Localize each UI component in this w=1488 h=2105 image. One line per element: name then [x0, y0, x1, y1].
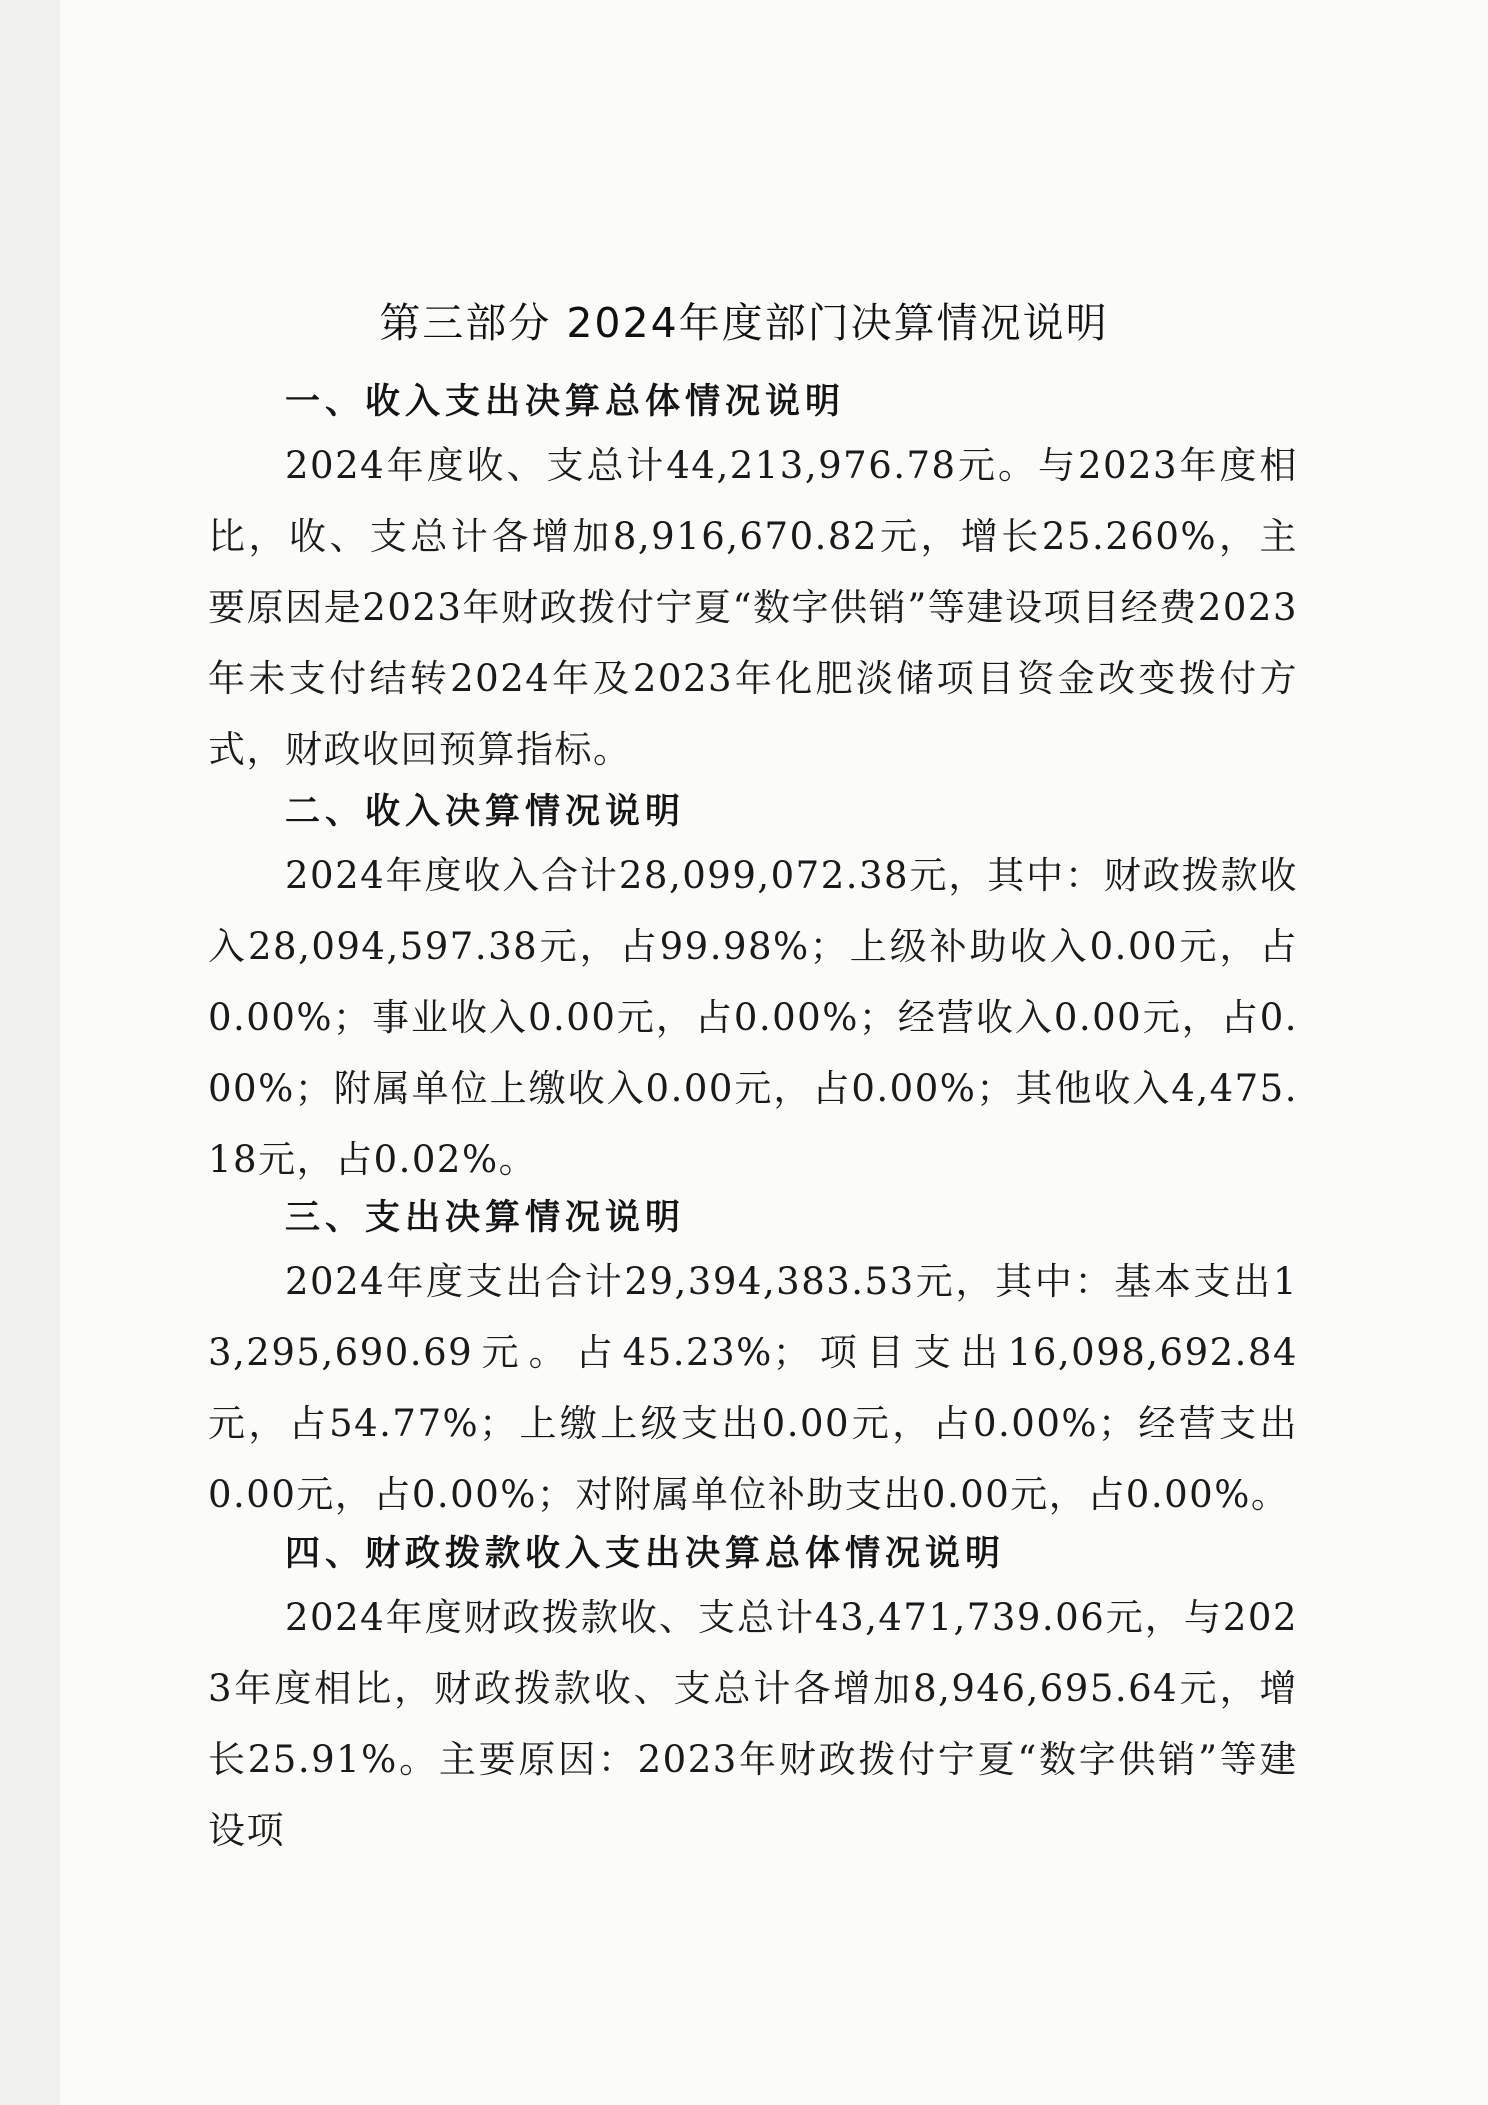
section-1-text: 2024年度收、支总计44,213,976.78元。与2023年度相比，收、支总计各增加8,916,670.82元，增长25.260%，主要原因是2023年财政拨付宁夏“数字供销”等建设项目经费2023年未支付结转2024年及2023年化肥淡储项目资金改变拨付方式，财政收回预算指标。: [208, 444, 1298, 771]
section-4-heading: 四、财政拨款收入支出决算总体情况说明: [285, 1533, 1006, 1574]
section-2-heading: 二、收入决算情况说明: [285, 791, 686, 832]
section-4-text: 2024年度财政拨款收、支总计43,471,739.06元，与2023年度相比，财政拨款收、支总计各增加8,946,695.64元，增长25.91%。主要原因：2023年财政拨付宁夏“数字供销”等建设项: [208, 1596, 1298, 1852]
section-3-heading: 三、支出决算情况说明: [285, 1197, 686, 1238]
section-1-heading: 一、收入支出决算总体情况说明: [285, 381, 846, 422]
section-3-text: 2024年度支出合计29,394,383.53元，其中：基本支出13,295,690.69元。占45.23%；项目支出16,098,692.84元，占54.77%；上缴上级支出0.00元，占0.00%；经营支出0.00元，占0.00%；对附属单位补助支出0.00元，占0.00%。: [208, 1260, 1298, 1516]
page-title: 第三部分 2024年度部门决算情况说明: [379, 299, 1109, 347]
section-2-text: 2024年度收入合计28,099,072.38元，其中：财政拨款收入28,094,597.38元，占99.98%；上级补助收入0.00元，占0.00%；事业收入0.00元，占0.00%；经营收入0.00元，占0.00%；附属单位上缴收入0.00元，占0.00%；其他收入4,475.18元，占0.02%。: [208, 854, 1298, 1181]
